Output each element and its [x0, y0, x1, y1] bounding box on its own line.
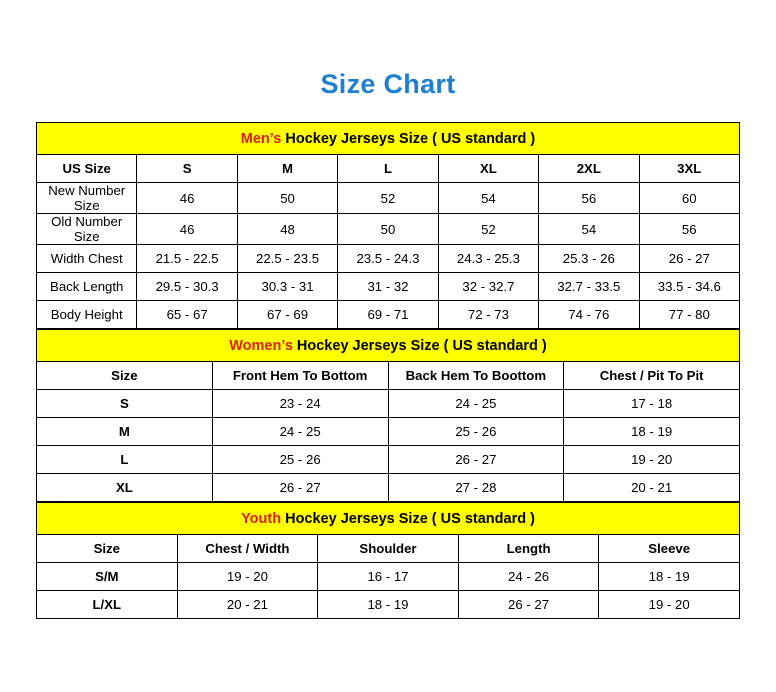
- youth-size-table: [36, 502, 740, 619]
- youth-header-cell-4: Sleeve: [599, 535, 740, 563]
- mens-header-cell-2: M: [237, 155, 337, 183]
- table-row: [37, 301, 740, 329]
- mens-row-2-cell-4: 24.3 - 25.3: [438, 245, 538, 273]
- mens-header-cell-3: L: [338, 155, 438, 183]
- mens-row-4-cell-4: 72 - 73: [438, 301, 538, 329]
- mens-row-1-cell-2: 48: [237, 214, 337, 245]
- youth-row-0-cell-4: 18 - 19: [599, 563, 740, 591]
- womens-row-1-cell-1: 24 - 25: [212, 418, 388, 446]
- mens-row-4-cell-5: 74 - 76: [539, 301, 639, 329]
- womens-row-3-cell-3: 20 - 21: [564, 474, 740, 502]
- mens-banner-row: [37, 123, 740, 155]
- mens-row-3-cell-5: 32.7 - 33.5: [539, 273, 639, 301]
- mens-row-3-cell-6: 33.5 - 34.6: [639, 273, 739, 301]
- mens-row-0-label: New Number Size: [37, 183, 137, 214]
- youth-header-cell-2: Shoulder: [318, 535, 459, 563]
- table-row: [37, 245, 740, 273]
- table-row: [37, 390, 740, 418]
- table-row: [37, 183, 740, 214]
- mens-banner-rest: Hockey Jerseys Size ( US standard ): [281, 130, 536, 147]
- table-row: [37, 273, 740, 301]
- table-row: [37, 474, 740, 502]
- womens-row-3-label: XL: [37, 474, 213, 502]
- table-row: [37, 591, 740, 619]
- womens-row-2-label: L: [37, 446, 213, 474]
- youth-banner-accent: Youth: [241, 510, 282, 527]
- mens-row-0-cell-5: 56: [539, 183, 639, 214]
- mens-size-table: [36, 122, 740, 329]
- youth-banner-rest: Hockey Jerseys Size ( US standard ): [281, 510, 535, 527]
- page-title: Size Chart: [320, 69, 456, 99]
- mens-row-3-cell-3: 31 - 32: [338, 273, 438, 301]
- mens-row-3-cell-1: 29.5 - 30.3: [137, 273, 237, 301]
- youth-row-1-cell-4: 19 - 20: [599, 591, 740, 619]
- youth-row-1-label: L/XL: [37, 591, 178, 619]
- mens-row-4-cell-3: 69 - 71: [338, 301, 438, 329]
- youth-banner-row: [37, 503, 740, 535]
- size-chart-tables: [36, 122, 740, 619]
- mens-row-4-label: Body Height: [37, 301, 137, 329]
- table-row: [37, 418, 740, 446]
- womens-header-cell-2: Back Hem To Boottom: [388, 362, 564, 390]
- mens-row-2-cell-6: 26 - 27: [639, 245, 739, 273]
- mens-row-1-label: Old Number Size: [37, 214, 137, 245]
- mens-row-2-cell-1: 21.5 - 22.5: [137, 245, 237, 273]
- mens-header-cell-0: US Size: [37, 155, 137, 183]
- mens-row-1-cell-3: 50: [338, 214, 438, 245]
- womens-banner-accent: Women’s: [229, 337, 293, 354]
- womens-row-3-cell-1: 26 - 27: [212, 474, 388, 502]
- mens-banner: [37, 123, 740, 155]
- mens-row-4-cell-6: 77 - 80: [639, 301, 739, 329]
- mens-row-1-cell-1: 46: [137, 214, 237, 245]
- womens-row-2-cell-2: 26 - 27: [388, 446, 564, 474]
- youth-header-row: [37, 535, 740, 563]
- mens-row-0-cell-2: 50: [237, 183, 337, 214]
- womens-row-3-cell-2: 27 - 28: [388, 474, 564, 502]
- mens-row-0-cell-3: 52: [338, 183, 438, 214]
- womens-banner-row: [37, 330, 740, 362]
- mens-row-1-cell-4: 52: [438, 214, 538, 245]
- mens-row-0-cell-6: 60: [639, 183, 739, 214]
- mens-row-4-cell-2: 67 - 69: [237, 301, 337, 329]
- table-row: [37, 446, 740, 474]
- youth-row-0-cell-1: 19 - 20: [177, 563, 318, 591]
- womens-header-cell-3: Chest / Pit To Pit: [564, 362, 740, 390]
- mens-row-2-cell-3: 23.5 - 24.3: [338, 245, 438, 273]
- womens-header-cell-1: Front Hem To Bottom: [212, 362, 388, 390]
- mens-header-cell-6: 3XL: [639, 155, 739, 183]
- womens-row-2-cell-3: 19 - 20: [564, 446, 740, 474]
- table-row: [37, 214, 740, 245]
- youth-row-1-cell-3: 26 - 27: [458, 591, 599, 619]
- womens-row-1-cell-2: 25 - 26: [388, 418, 564, 446]
- mens-header-cell-1: S: [137, 155, 237, 183]
- mens-row-2-cell-2: 22.5 - 23.5: [237, 245, 337, 273]
- womens-row-0-cell-3: 17 - 18: [564, 390, 740, 418]
- mens-banner-accent: Men’s: [240, 130, 282, 147]
- womens-banner: [37, 330, 740, 362]
- mens-row-4-cell-1: 65 - 67: [137, 301, 237, 329]
- mens-row-3-label: Back Length: [37, 273, 137, 301]
- womens-header-row: [37, 362, 740, 390]
- youth-row-0-cell-3: 24 - 26: [458, 563, 599, 591]
- mens-header-cell-5: 2XL: [539, 155, 639, 183]
- womens-row-1-label: M: [37, 418, 213, 446]
- mens-row-0-cell-4: 54: [438, 183, 538, 214]
- mens-row-2-cell-5: 25.3 - 26: [539, 245, 639, 273]
- youth-row-0-cell-2: 16 - 17: [318, 563, 459, 591]
- youth-banner: [37, 503, 740, 535]
- mens-row-0-cell-1: 46: [137, 183, 237, 214]
- table-row: [37, 563, 740, 591]
- womens-header-cell-0: Size: [37, 362, 213, 390]
- womens-row-1-cell-3: 18 - 19: [564, 418, 740, 446]
- mens-row-2-label: Width Chest: [37, 245, 137, 273]
- mens-header-cell-4: XL: [438, 155, 538, 183]
- mens-row-3-cell-2: 30.3 - 31: [237, 273, 337, 301]
- youth-row-1-cell-1: 20 - 21: [177, 591, 318, 619]
- womens-size-table: [36, 329, 740, 502]
- youth-row-0-label: S/M: [37, 563, 178, 591]
- mens-row-3-cell-4: 32 - 32.7: [438, 273, 538, 301]
- mens-row-1-cell-6: 56: [639, 214, 739, 245]
- womens-row-0-cell-1: 23 - 24: [212, 390, 388, 418]
- mens-header-row: [37, 155, 740, 183]
- mens-row-1-cell-5: 54: [539, 214, 639, 245]
- womens-row-0-cell-2: 24 - 25: [388, 390, 564, 418]
- womens-row-0-label: S: [37, 390, 213, 418]
- womens-row-2-cell-1: 25 - 26: [212, 446, 388, 474]
- youth-row-1-cell-2: 18 - 19: [318, 591, 459, 619]
- youth-header-cell-0: Size: [37, 535, 178, 563]
- youth-header-cell-1: Chest / Width: [177, 535, 318, 563]
- womens-banner-rest: Hockey Jerseys Size ( US standard ): [292, 337, 547, 354]
- youth-header-cell-3: Length: [458, 535, 599, 563]
